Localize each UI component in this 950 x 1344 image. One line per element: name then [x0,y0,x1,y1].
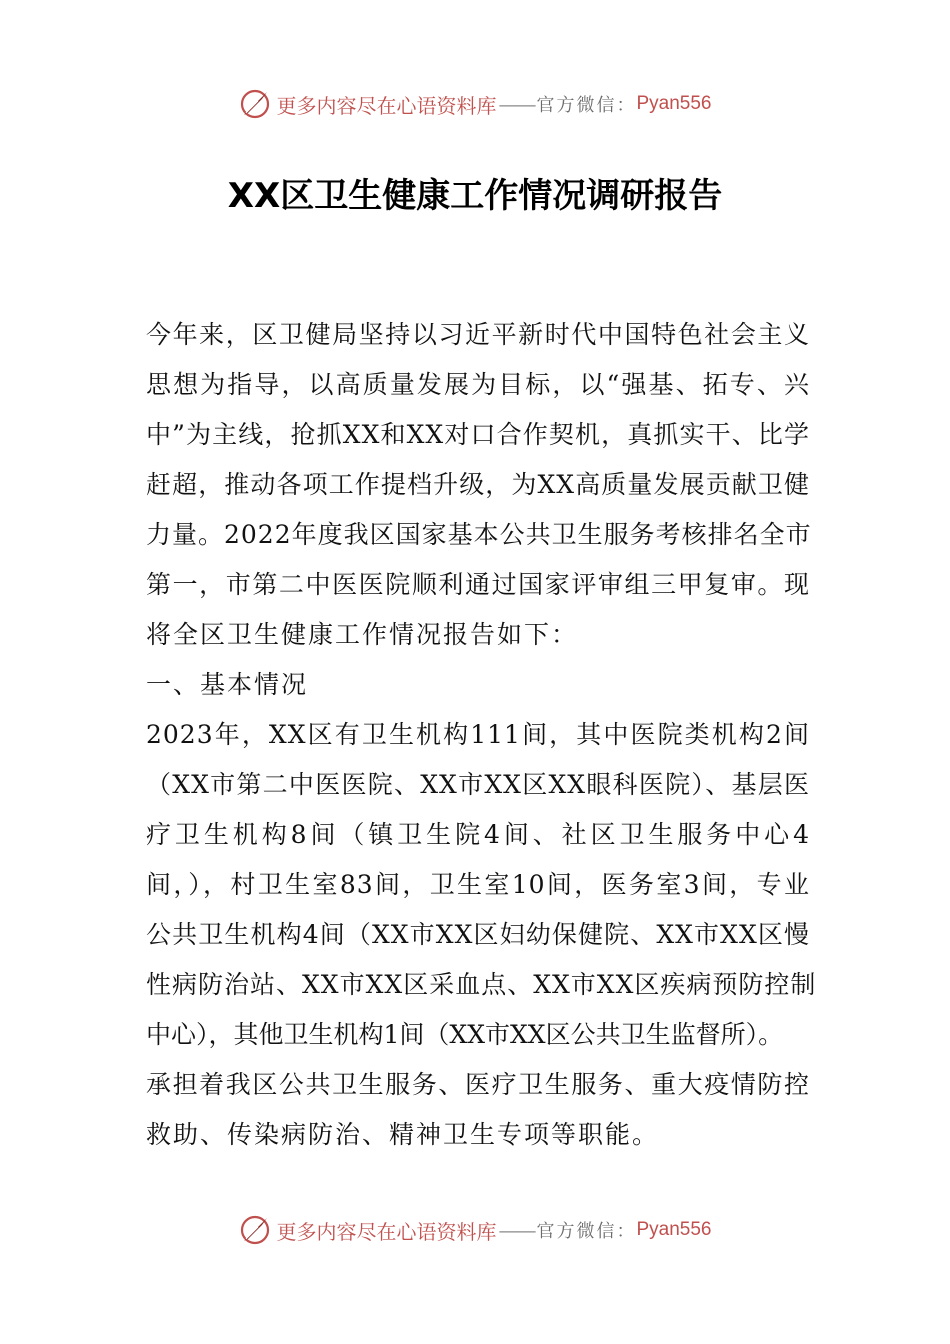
banner-wechat-id: Pyan556 [636,1219,712,1240]
body-line: 2023年，XX区有卫生机构111间，其中医院类机构2间 [146,720,810,749]
header-banner [0,84,950,124]
document-body [146,310,817,1160]
banner-wechat-id: Pyan556 [636,93,712,114]
body-line: （XX市第二中医医院、XX市XX区XX眼科医院）、基层医 [146,770,810,799]
banner-brand-text: 更多内容尽在心语资料库 [276,93,497,118]
body-line: 中心），其他卫生机构1间（XX市XX区公共卫生监督所）。 [146,1020,784,1049]
body-line: 赶超，推动各项工作提档升级，为XX高质量发展贡献卫健 [146,470,810,499]
section-heading: 一、基本情况 [146,670,309,699]
quill-pen-logo-icon [238,1213,272,1247]
banner-separator: —— [498,92,535,116]
banner-separator: —— [498,1218,535,1242]
body-line: 第一，市第二中医医院顺利通过国家评审组三甲复审。现 [146,570,810,599]
body-line: 力量。2022年度我区国家基本公共卫生服务考核排名全市 [146,520,812,549]
body-line: 今年来，区卫健局坚持以习近平新时代中国特色社会主义 [146,320,810,349]
document-title: XX区卫生健康工作情况调研报告 [227,176,723,216]
banner-brand-text: 更多内容尽在心语资料库 [276,1219,497,1244]
body-line: 疗卫生机构8间（镇卫生院4间、社区卫生服务中心4 [146,820,810,849]
body-line: 思想为指导，以高质量发展为目标，以“强基、拓专、兴 [146,370,810,399]
body-line: 承担着我区公共卫生服务、医疗卫生服务、重大疫情防控 [146,1070,810,1099]
quill-pen-logo-icon [238,87,272,121]
footer-banner [0,1210,950,1250]
body-line: 救助、传染病防治、精神卫生专项等职能。 [146,1120,660,1149]
banner-wechat-label: 官方微信： [536,1221,637,1242]
body-line: 将全区卫生健康工作情况报告如下： [146,620,579,649]
body-line: 性病防治站、XX市XX区采血点、XX市XX区疾病预防控制 [146,970,817,999]
banner-wechat-label: 官方微信： [536,95,637,116]
body-line: 公共卫生机构4间（XX市XX区妇幼保健院、XX市XX区慢 [146,920,810,949]
body-line: 中”为主线，抢抓XX和XX对口合作契机，真抓实干、比学 [146,420,810,449]
body-line: 间，），村卫生室83间，卫生室10间，医务室3间，专业 [146,870,810,899]
